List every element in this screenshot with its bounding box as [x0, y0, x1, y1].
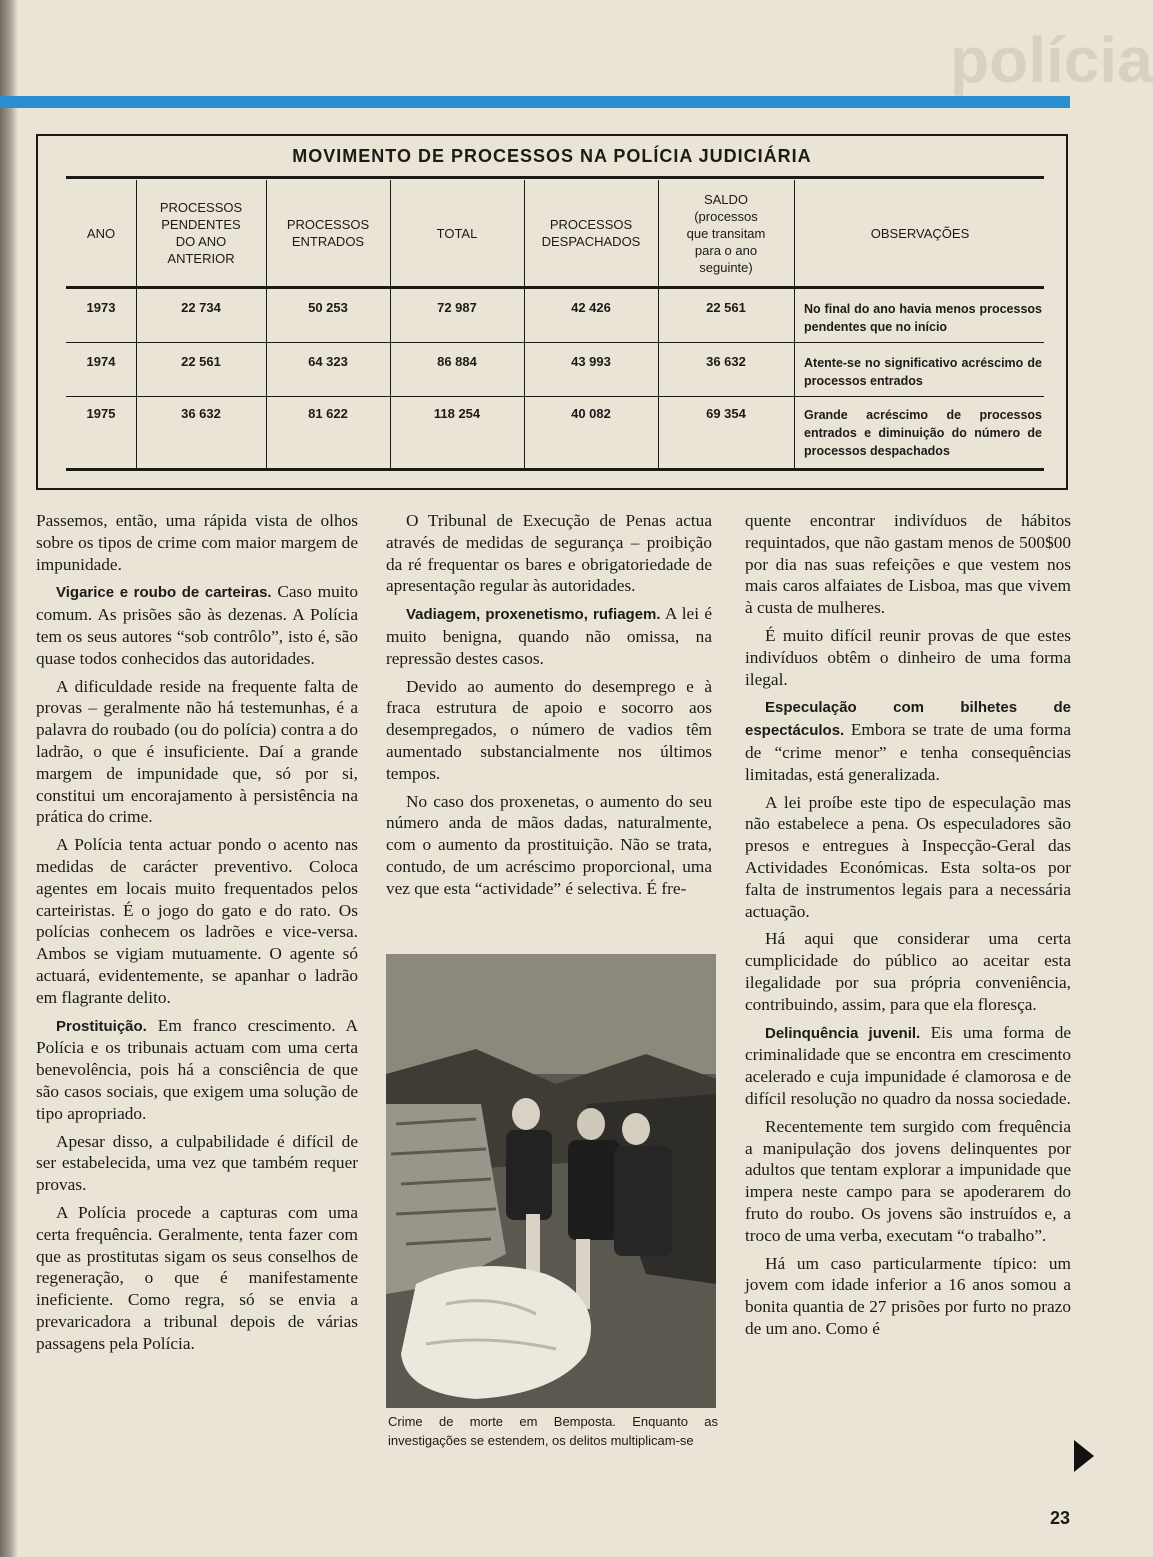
section-lead: Delinquência juvenil.	[765, 1024, 921, 1042]
section-header-fragment: polícia	[950, 24, 1153, 96]
table-rule	[66, 286, 1044, 289]
paragraph-text: O Tribunal de Execução de Penas actua através de medidas de segurança – proibição da ré frequentar os bares e obrigatoriedade de apresentação regular às autoridades.	[386, 511, 712, 596]
cell-observacoes: No final do ano havia menos processos pendentes que no início	[804, 302, 1042, 334]
paragraph-text: quente encontrar indivíduos de hábitos requintados, que não gastam menos de 500$00 por dia nas suas refeições e que vestem nos mais caros alfaiates de Lisboa, mas que vivem à custa de mulheres.	[745, 511, 1071, 618]
paragraph	[745, 625, 1071, 690]
paragraph-text: Passemos, então, uma rápida vista de olhos sobre os tipos de crime com maior margem de impunidade.	[36, 511, 358, 574]
paragraph-text: Há aqui que considerar uma certa cumplicidade do público ao aceitar esta ilegalidade por sua própria conveniência, contribuindo, assim, para que ela floresça.	[745, 929, 1071, 1014]
table-title: MOVIMENTO DE PROCESSOS NA POLÍCIA JUDICIÁRIA	[292, 146, 812, 166]
paragraph	[36, 1202, 358, 1355]
cell-pendentes: 22 734	[181, 300, 221, 315]
cell-entrados: 50 253	[308, 300, 348, 315]
paragraph	[36, 1015, 358, 1125]
paragraph-text: A dificuldade reside na frequente falta de provas – geralmente não há testemunhas, é a palavra do roubado (ou do polícia) contra a do ladrão, o que é insuficiente. Daí a grande margem de impunidade que, só por si, constitui um encorajamento à persistência na prática do crime.	[36, 676, 358, 827]
article-column-3	[745, 510, 1071, 1346]
paragraph-text: Em franco crescimento. A Polícia e os tribunais actuam com uma certa benevolência, pois há a consciência de que são casos sociais, que exigem uma solução de tipo apropriado.	[36, 1015, 358, 1123]
paragraph	[745, 1022, 1071, 1110]
paragraph	[745, 510, 1071, 619]
paragraph-text: Recentemente tem surgido com frequência a manipulação dos jovens delinquentes por adultos que tentam explorar a impunidade que impera neste campo para se apoderarem do fruto do roubo. Os jovens são instruídos e, a troco de uma verba, executam “o trabalho”.	[745, 1116, 1071, 1245]
paragraph	[386, 791, 712, 900]
paragraph	[745, 928, 1071, 1015]
section-lead: Vigarice e roubo de carteiras.	[56, 584, 272, 602]
section-lead: Vadiagem, proxenetismo, rufiagem.	[406, 606, 661, 624]
table-rule	[66, 468, 1044, 471]
header-pendentes: PROCESSOS PENDENTES DO ANO ANTERIOR	[159, 200, 243, 266]
cell-total: 118 254	[433, 406, 481, 421]
table-rule	[66, 396, 1044, 397]
cell-entrados: 81 622	[308, 406, 348, 421]
header-observacoes: OBSERVAÇÕES	[870, 225, 970, 241]
paragraph	[386, 510, 712, 597]
paragraph-text: Caso muito comum. As prisões são às dezenas. A Polícia tem os seus autores “sob contrôlo”, isto é, são quase todos conhecidos das autoridades.	[36, 582, 358, 668]
paragraph-text: Embora se trate de uma forma de “crime menor” e tenha consequências limitadas, está generalizada.	[745, 720, 1071, 784]
cell-saldo: 36 632	[706, 354, 746, 369]
section-lead: Especulação com bilhetes de espectáculos.	[745, 699, 1071, 740]
cell-saldo: 22 561	[706, 300, 746, 315]
continue-arrow-icon	[1074, 1440, 1094, 1472]
cell-pendentes: 36 632	[181, 406, 221, 421]
cell-total: 72 987	[437, 300, 477, 315]
table-rule	[66, 176, 1044, 179]
page-binding-shadow	[0, 0, 18, 1557]
paragraph-text: A Polícia tenta actuar pondo o acento nas medidas de carácter preventivo. Coloca agentes em locais muito frequentados pelos carteiristas. É o jogo do gato e do rato. Os polícias conhecem os ladrões e vice-versa. Ambos se vigiam mutuamente. O agente só actuará, evidentemente, se apanhar o ladrão em flagrante delito.	[36, 835, 358, 1007]
paragraph-text: É muito difícil reunir provas de que estes indivíduos obtêm o dinheiro de uma forma ilegal.	[745, 625, 1071, 689]
paragraph-text: Devido ao aumento do desemprego e à fraca estrutura de apoio e socorro aos desempregados, o número de vadios têm aumentado substancialmente nos últimos tempos.	[386, 676, 712, 783]
header-total: TOTAL	[436, 225, 478, 241]
paragraph	[386, 603, 712, 669]
crime-scene-photo-illustration	[386, 954, 716, 1408]
cell-total: 86 884	[437, 354, 477, 369]
paragraph	[36, 676, 358, 829]
photo-caption: Crime de morte em Bemposta. Enquanto as investigações se estendem, os delitos multiplicam-se	[388, 1414, 718, 1448]
cell-pendentes: 22 561	[181, 354, 221, 369]
cell-despachados: 42 426	[571, 300, 611, 315]
paragraph-text: A lei é muito benigna, quando não omissa, na repressão destes casos.	[386, 604, 713, 668]
section-lead: Prostituição.	[56, 1017, 147, 1035]
paragraph-text: Apesar disso, a culpabilidade é difícil de ser estabelecida, uma vez que também requer provas.	[36, 1131, 358, 1195]
article-column-2	[386, 510, 712, 906]
cell-observacoes: Atente-se no significativo acréscimo de processos entrados	[804, 356, 1042, 388]
paragraph	[36, 1131, 358, 1196]
cell-ano: 1974	[86, 354, 116, 369]
cell-observacoes: Grande acréscimo de processos entrados e diminuição do número de processos despachados	[804, 408, 1042, 458]
paragraph	[36, 581, 358, 669]
statistics-table	[36, 134, 1068, 490]
cell-ano: 1975	[86, 406, 116, 421]
header-ano: ANO	[86, 225, 116, 241]
paragraph	[745, 1116, 1071, 1247]
paragraph	[36, 834, 358, 1008]
page-number: 23	[1049, 1508, 1070, 1528]
paragraph	[745, 792, 1071, 923]
paragraph-text: A lei proíbe este tipo de especulação mas não estabelece a pena. Os especuladores são presos e entregues à Inspecção-Geral das Actividades Económicas. Esta solta-os por falta de instrumentos legais para a necessária actuação.	[745, 792, 1071, 921]
paragraph-text: A Polícia procede a capturas com uma certa frequência. Geralmente, tenta fazer com que as prostitutas sigam os seus conselhos de regeneração, o que é manifestamente ineficiente. Como regra, só se envia a prevaricadora a tribunal depois de várias passagens pela Polícia.	[36, 1202, 358, 1353]
cell-saldo: 69 354	[706, 406, 746, 421]
paragraph-text: Há um caso particularmente típico: um jovem com idade inferior a 16 anos somou a bonita quantia de 27 prisões por furto no prazo de um ano. Como é	[745, 1253, 1071, 1338]
header-saldo: SALDO (processos que transitam para o ano seguinte)	[686, 191, 766, 275]
table-rule	[66, 342, 1044, 343]
paragraph	[745, 1253, 1071, 1340]
cell-ano: 1973	[86, 300, 116, 315]
paragraph-text: No caso dos proxenetas, o aumento do seu número anda de mãos dadas, naturalmente, com o aumento da prostituição. Não se trata, contudo, de um acréscimo proporcional, uma vez que esta “actividade” é selectiva. É fre-	[386, 791, 712, 898]
paragraph	[386, 676, 712, 785]
paragraph	[745, 696, 1071, 785]
article-column-1	[36, 510, 358, 1360]
header-despachados: PROCESSOS DESPACHADOS	[541, 217, 641, 249]
header-color-band	[0, 96, 1070, 108]
crime-scene-photo	[386, 954, 716, 1408]
paragraph	[36, 510, 358, 575]
cell-despachados: 43 993	[571, 354, 611, 369]
paragraph-text: Eis uma forma de criminalidade que se encontra em crescimento acelerado e cuja impunidade é clamorosa e de difícil resolução no quadro da nossa sociedade.	[745, 1022, 1071, 1108]
cell-despachados: 40 082	[571, 406, 611, 421]
header-entrados: PROCESSOS ENTRADOS	[286, 217, 370, 249]
cell-entrados: 64 323	[308, 354, 348, 369]
